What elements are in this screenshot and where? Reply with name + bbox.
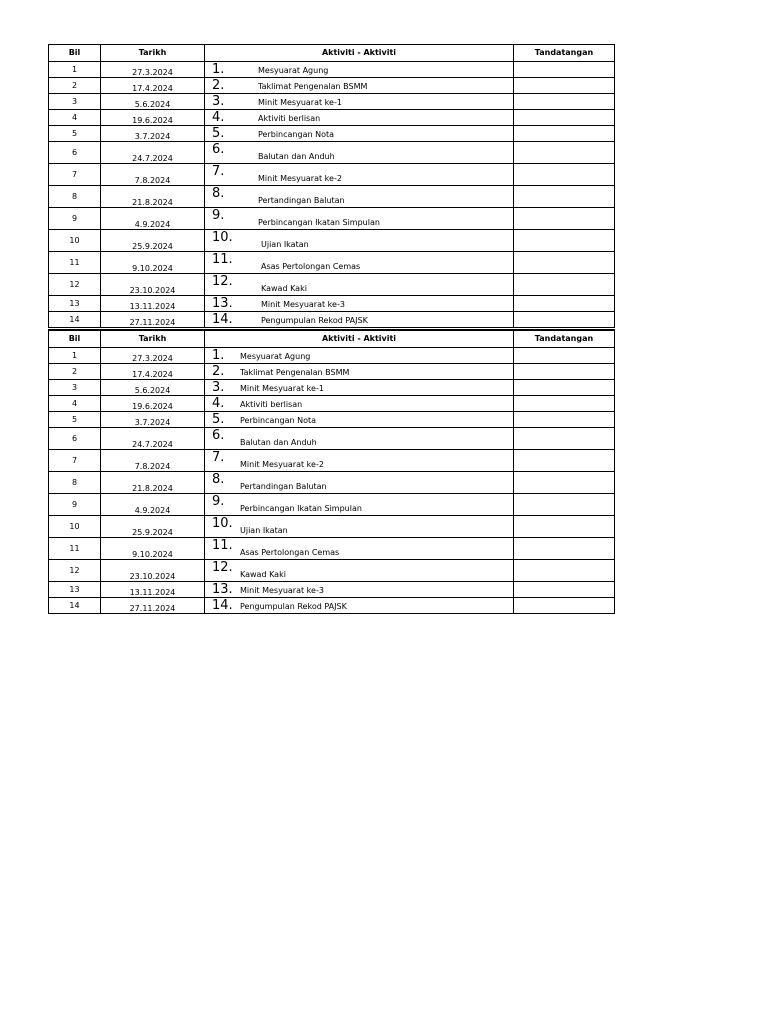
signature-cell[interactable] <box>514 126 615 142</box>
row-aktiviti <box>205 126 514 142</box>
row-bil: 12 <box>49 560 101 582</box>
row-aktiviti <box>205 164 514 186</box>
row-bil: 8 <box>49 472 101 494</box>
row-tarikh: 19.6.2024 <box>101 110 205 126</box>
header-aktiviti: Aktiviti - Aktiviti <box>205 330 514 348</box>
table-row <box>49 230 615 252</box>
activity-label: Minit Mesyuarat ke-2 <box>258 174 342 183</box>
table-row <box>49 142 615 164</box>
activity-number: 4. <box>212 396 225 411</box>
activity-number: 2. <box>212 364 225 379</box>
activity-label: Minit Mesyuarat ke-1 <box>258 98 342 107</box>
table-row <box>49 538 615 560</box>
table-row <box>49 110 615 126</box>
table-row <box>49 396 615 412</box>
row-bil: 8 <box>49 186 101 208</box>
activity-number: 9. <box>212 494 225 509</box>
row-aktiviti <box>205 380 514 396</box>
row-bil: 4 <box>49 396 101 412</box>
table-row <box>49 62 615 78</box>
row-tarikh: 23.10.2024 <box>101 560 205 582</box>
row-bil: 6 <box>49 428 101 450</box>
table-row <box>49 560 615 582</box>
row-tarikh: 21.8.2024 <box>101 186 205 208</box>
activity-number: 3. <box>212 94 225 109</box>
table-row <box>49 78 615 94</box>
signature-cell[interactable] <box>514 396 615 412</box>
row-aktiviti <box>205 110 514 126</box>
table-row <box>49 296 615 312</box>
signature-cell[interactable] <box>514 312 615 328</box>
row-tarikh: 3.7.2024 <box>101 126 205 142</box>
activity-label: Taklimat Pengenalan BSMM <box>240 368 350 377</box>
row-aktiviti <box>205 516 514 538</box>
row-bil: 10 <box>49 516 101 538</box>
row-tarikh: 7.8.2024 <box>101 164 205 186</box>
row-bil: 4 <box>49 110 101 126</box>
activity-number: 13. <box>212 582 233 597</box>
row-aktiviti <box>205 274 514 296</box>
activity-number: 3. <box>212 380 225 395</box>
signature-cell[interactable] <box>514 252 615 274</box>
signature-cell[interactable] <box>514 186 615 208</box>
row-bil: 13 <box>49 582 101 598</box>
row-aktiviti <box>205 78 514 94</box>
row-aktiviti <box>205 348 514 364</box>
activity-label: Minit Mesyuarat ke-3 <box>240 586 324 595</box>
activity-label: Kawad Kaki <box>261 284 307 293</box>
signature-cell[interactable] <box>514 428 615 450</box>
row-bil: 10 <box>49 230 101 252</box>
signature-cell[interactable] <box>514 142 615 164</box>
table-row <box>49 94 615 110</box>
header-tandatangan: Tandatangan <box>514 330 615 348</box>
row-bil: 12 <box>49 274 101 296</box>
activity-number: 5. <box>212 412 225 427</box>
signature-cell[interactable] <box>514 472 615 494</box>
row-aktiviti <box>205 364 514 380</box>
signature-cell[interactable] <box>514 516 615 538</box>
row-tarikh: 24.7.2024 <box>101 428 205 450</box>
signature-cell[interactable] <box>514 582 615 598</box>
activity-label: Asas Pertolongan Cemas <box>240 548 340 557</box>
signature-cell[interactable] <box>514 230 615 252</box>
signature-cell[interactable] <box>514 380 615 396</box>
signature-cell[interactable] <box>514 94 615 110</box>
signature-cell[interactable] <box>514 110 615 126</box>
header-row <box>49 330 615 348</box>
activity-label: Perbincangan Ikatan Simpulan <box>240 504 362 513</box>
row-aktiviti <box>205 94 514 110</box>
header-bil: Bil <box>49 330 101 348</box>
table-row <box>49 380 615 396</box>
header-tandatangan: Tandatangan <box>514 45 615 62</box>
table-row <box>49 494 615 516</box>
table-row <box>49 208 615 230</box>
activity-number: 14. <box>212 312 233 327</box>
table-row <box>49 164 615 186</box>
row-bil: 7 <box>49 450 101 472</box>
activity-label: Kawad Kaki <box>240 570 286 579</box>
signature-cell[interactable] <box>514 296 615 312</box>
row-tarikh: 17.4.2024 <box>101 78 205 94</box>
activity-label: Ujian Ikatan <box>261 240 309 249</box>
table-row <box>49 186 615 208</box>
activity-number: 8. <box>212 472 225 487</box>
activity-number: 1. <box>212 348 225 363</box>
row-aktiviti <box>205 472 514 494</box>
signature-cell[interactable] <box>514 62 615 78</box>
row-bil: 5 <box>49 126 101 142</box>
activity-number: 2. <box>212 78 225 93</box>
row-aktiviti <box>205 296 514 312</box>
row-bil: 3 <box>49 380 101 396</box>
table-row <box>49 126 615 142</box>
header-tarikh: Tarikh <box>101 330 205 348</box>
row-aktiviti <box>205 560 514 582</box>
activity-table-1 <box>48 44 615 328</box>
signature-cell[interactable] <box>514 538 615 560</box>
row-tarikh: 27.3.2024 <box>101 348 205 364</box>
row-tarikh: 27.11.2024 <box>101 598 205 614</box>
row-tarikh: 25.9.2024 <box>101 230 205 252</box>
table-row <box>49 348 615 364</box>
row-tarikh: 17.4.2024 <box>101 364 205 380</box>
table-row <box>49 364 615 380</box>
activity-number: 5. <box>212 126 225 141</box>
activity-number: 10. <box>212 516 233 531</box>
row-tarikh: 7.8.2024 <box>101 450 205 472</box>
table-row <box>49 312 615 328</box>
signature-cell[interactable] <box>514 560 615 582</box>
signature-cell[interactable] <box>514 164 615 186</box>
activity-number: 6. <box>212 428 225 443</box>
activity-label: Mesyuarat Agung <box>258 66 329 75</box>
row-bil: 9 <box>49 494 101 516</box>
activity-label: Minit Mesyuarat ke-1 <box>240 384 324 393</box>
header-bil: Bil <box>49 45 101 62</box>
row-bil: 1 <box>49 348 101 364</box>
table-row <box>49 274 615 296</box>
table-row <box>49 472 615 494</box>
activity-label: Pengumpulan Rekod PAJSK <box>261 316 368 325</box>
row-aktiviti <box>205 252 514 274</box>
table-row <box>49 516 615 538</box>
activity-number: 12. <box>212 560 233 575</box>
row-tarikh: 21.8.2024 <box>101 472 205 494</box>
row-bil: 5 <box>49 412 101 428</box>
signature-cell[interactable] <box>514 450 615 472</box>
row-aktiviti <box>205 412 514 428</box>
signature-cell[interactable] <box>514 494 615 516</box>
activity-label: Mesyuarat Agung <box>240 352 311 361</box>
row-tarikh: 9.10.2024 <box>101 538 205 560</box>
row-aktiviti <box>205 396 514 412</box>
activity-table-2 <box>48 329 615 614</box>
activity-number: 10. <box>212 230 233 245</box>
activity-number: 7. <box>212 164 225 179</box>
row-aktiviti <box>205 538 514 560</box>
row-tarikh: 23.10.2024 <box>101 274 205 296</box>
row-bil: 2 <box>49 364 101 380</box>
header-tarikh: Tarikh <box>101 45 205 62</box>
activity-label: Ujian Ikatan <box>240 526 288 535</box>
activity-number: 8. <box>212 186 225 201</box>
activity-label: Aktiviti berlisan <box>240 400 303 409</box>
row-bil: 9 <box>49 208 101 230</box>
activity-number: 7. <box>212 450 225 465</box>
activity-number: 9. <box>212 208 225 223</box>
row-bil: 1 <box>49 62 101 78</box>
row-tarikh: 5.6.2024 <box>101 380 205 396</box>
row-tarikh: 3.7.2024 <box>101 412 205 428</box>
activity-number: 1. <box>212 62 225 77</box>
table-row <box>49 252 615 274</box>
row-aktiviti <box>205 450 514 472</box>
signature-cell[interactable] <box>514 274 615 296</box>
activity-label: Aktiviti berlisan <box>258 114 321 123</box>
table-row <box>49 428 615 450</box>
signature-cell[interactable] <box>514 78 615 94</box>
row-tarikh: 13.11.2024 <box>101 582 205 598</box>
header-aktiviti: Aktiviti - Aktiviti <box>205 45 514 62</box>
table-row <box>49 582 615 598</box>
row-tarikh: 25.9.2024 <box>101 516 205 538</box>
activity-label: Pengumpulan Rekod PAJSK <box>240 602 347 611</box>
row-aktiviti <box>205 186 514 208</box>
row-tarikh: 19.6.2024 <box>101 396 205 412</box>
row-bil: 11 <box>49 252 101 274</box>
activity-label: Perbincangan Ikatan Simpulan <box>258 218 380 227</box>
row-bil: 14 <box>49 312 101 328</box>
row-tarikh: 27.11.2024 <box>101 312 205 328</box>
row-aktiviti <box>205 230 514 252</box>
activity-number: 6. <box>212 142 225 157</box>
activity-number: 13. <box>212 296 233 311</box>
signature-cell[interactable] <box>514 208 615 230</box>
activity-label: Perbincangan Nota <box>258 130 335 139</box>
row-aktiviti <box>205 428 514 450</box>
row-aktiviti <box>205 582 514 598</box>
row-aktiviti <box>205 142 514 164</box>
row-tarikh: 13.11.2024 <box>101 296 205 312</box>
activity-label: Pertandingan Balutan <box>240 482 327 491</box>
row-tarikh: 4.9.2024 <box>101 494 205 516</box>
header-row <box>49 45 615 62</box>
row-aktiviti <box>205 62 514 78</box>
activity-number: 4. <box>212 110 225 125</box>
signature-cell[interactable] <box>514 412 615 428</box>
activity-label: Minit Mesyuarat ke-3 <box>261 300 345 309</box>
activity-number: 12. <box>212 274 233 289</box>
table-row <box>49 450 615 472</box>
row-bil: 6 <box>49 142 101 164</box>
row-bil: 3 <box>49 94 101 110</box>
activity-number: 11. <box>212 252 233 267</box>
row-tarikh: 5.6.2024 <box>101 94 205 110</box>
table-row <box>49 598 615 614</box>
signature-cell[interactable] <box>514 598 615 614</box>
activity-label: Perbincangan Nota <box>240 416 317 425</box>
signature-cell[interactable] <box>514 348 615 364</box>
row-bil: 11 <box>49 538 101 560</box>
activity-number: 14. <box>212 598 233 613</box>
row-bil: 14 <box>49 598 101 614</box>
row-tarikh: 24.7.2024 <box>101 142 205 164</box>
row-aktiviti <box>205 598 514 614</box>
row-aktiviti <box>205 312 514 328</box>
row-bil: 2 <box>49 78 101 94</box>
activity-label: Minit Mesyuarat ke-2 <box>240 460 324 469</box>
activity-label: Asas Pertolongan Cemas <box>261 262 361 271</box>
activity-label: Balutan dan Anduh <box>258 152 335 161</box>
row-bil: 7 <box>49 164 101 186</box>
activity-label: Pertandingan Balutan <box>258 196 345 205</box>
activity-number: 11. <box>212 538 233 553</box>
activity-label: Taklimat Pengenalan BSMM <box>258 82 368 91</box>
row-aktiviti <box>205 494 514 516</box>
row-tarikh: 27.3.2024 <box>101 62 205 78</box>
row-tarikh: 9.10.2024 <box>101 252 205 274</box>
row-aktiviti <box>205 208 514 230</box>
row-tarikh: 4.9.2024 <box>101 208 205 230</box>
row-bil: 13 <box>49 296 101 312</box>
signature-cell[interactable] <box>514 364 615 380</box>
table-row <box>49 412 615 428</box>
activity-label: Balutan dan Anduh <box>240 438 317 447</box>
